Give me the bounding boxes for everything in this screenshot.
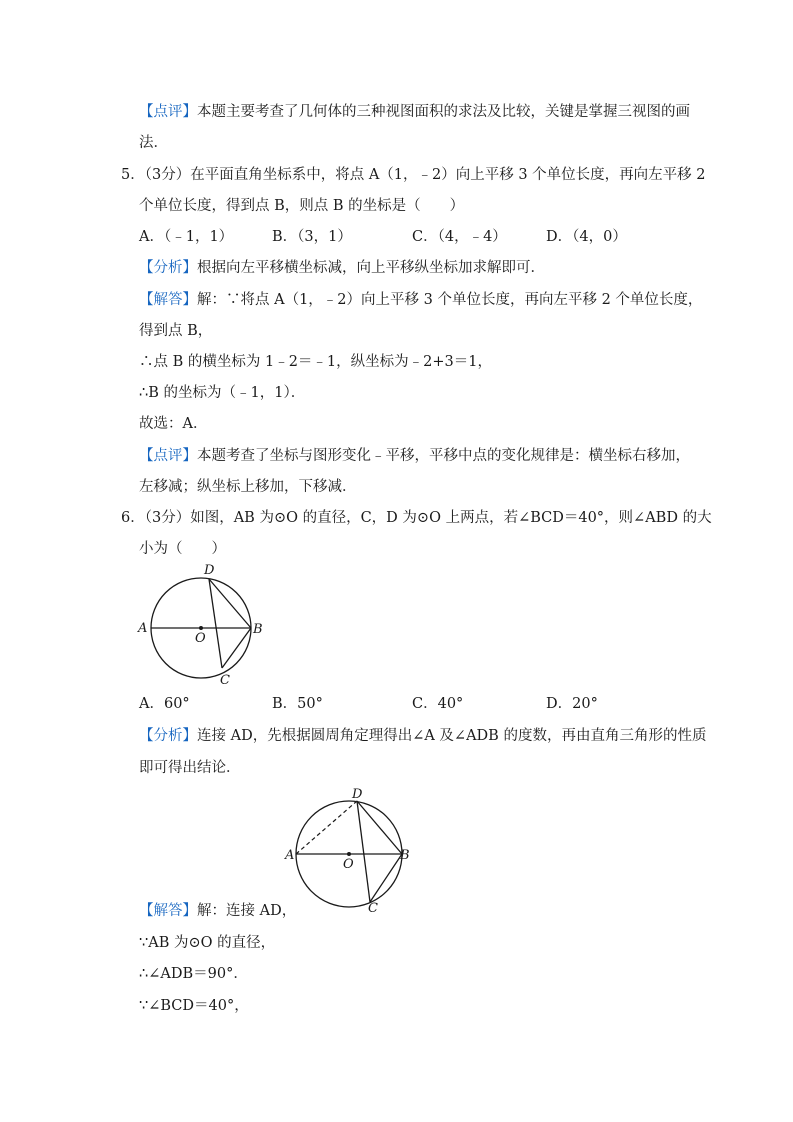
q5-analysis-text: 根据向左平移横坐标减，向上平移纵坐标加求解即可． xyxy=(197,260,545,276)
label-b: B xyxy=(400,848,410,863)
q5-option-d: D．（4，0） xyxy=(546,229,627,245)
center-dot xyxy=(347,852,351,856)
label-d: D xyxy=(352,787,363,802)
q5-comment-2: 左移减；纵坐标上移加，下移减． xyxy=(139,479,357,495)
q6-number: 6． xyxy=(121,510,145,526)
q5-analysis xyxy=(139,258,545,278)
label-o: O xyxy=(343,857,354,872)
q6-option-a: A．60° xyxy=(139,696,190,712)
q6-answer xyxy=(139,901,296,921)
q5-stem-2: 个单位长度，得到点 B，则点 B 的坐标是（ ） xyxy=(139,198,465,214)
q5-stem-1: （3分）在平面直角坐标系中，将点 A（1，﹣2）向上平移 3 个单位长度，再向左平移 2 xyxy=(144,167,706,183)
chord-dc xyxy=(357,801,370,902)
q5-answer-3: ∴点 B 的横坐标为 1﹣2＝﹣1，纵坐标为﹣2+3＝1， xyxy=(139,354,492,370)
q5-option-c: C．（4，﹣4） xyxy=(412,229,507,245)
q5-answer-2: 得到点 B， xyxy=(139,323,213,339)
q6-analysis-1: 连接 AD，先根据圆周角定理得出∠A 及∠ADB 的度数，再由直角三角形的性质 xyxy=(197,728,707,744)
q5-answer-4: ∴B 的坐标为（﹣1，1）． xyxy=(139,385,306,401)
q5-answer xyxy=(139,290,702,310)
prev-comment xyxy=(139,102,690,122)
label-a: A xyxy=(138,621,148,636)
comment-tag: 【点评】 xyxy=(139,104,197,120)
prev-comment-text-1: 本题主要考查了几何体的三种视图面积的求法及比较，关键是掌握三视图的画 xyxy=(197,104,690,120)
prev-comment-text-2: 法． xyxy=(139,135,168,151)
label-c: C xyxy=(220,673,230,688)
q6-stem-1: （3分）如图，AB 为⊙O 的直径，C，D 为⊙O 上两点，若∠BCD＝40°，则∠ABD 的大 xyxy=(144,510,712,526)
answer-tag: 【解答】 xyxy=(139,292,197,308)
q5-comment-1: 本题考查了坐标与图形变化﹣平移，平移中点的变化规律是：横坐标右移加， xyxy=(197,448,690,464)
q6-stem-2: 小为（ ） xyxy=(139,541,226,557)
q5-option-b: B．（3，1） xyxy=(272,229,352,245)
q6-option-c: C．40° xyxy=(412,696,464,712)
label-a: A xyxy=(285,848,295,863)
label-o: O xyxy=(195,631,206,646)
chord-cb xyxy=(370,854,402,902)
dashed-ad xyxy=(296,801,357,854)
center-dot xyxy=(199,626,203,630)
label-b: B xyxy=(253,622,263,637)
q5-number: 5． xyxy=(121,167,145,183)
answer-tag: 【解答】 xyxy=(139,903,197,919)
q6-answer-2: ∵AB 为⊙O 的直径， xyxy=(139,935,276,951)
q6-answer-1: 解：连接 AD， xyxy=(197,903,297,919)
analysis-tag: 【分析】 xyxy=(139,260,197,276)
label-d: D xyxy=(204,563,215,578)
q5-stem xyxy=(121,165,706,185)
q6-stem xyxy=(121,508,712,528)
label-c: C xyxy=(368,901,378,916)
q6-analysis-2: 即可得出结论． xyxy=(139,760,241,776)
q5-answer-1: 解：∵将点 A（1，﹣2）向上平移 3 个单位长度，再向左平移 2 个单位长度， xyxy=(197,292,703,308)
comment-tag: 【点评】 xyxy=(139,448,197,464)
q6-option-d: D．20° xyxy=(546,696,598,712)
q5-answer-5: 故选：A． xyxy=(139,416,208,432)
analysis-tag: 【分析】 xyxy=(139,728,197,744)
q5-comment xyxy=(139,446,690,466)
q6-answer-3: ∴∠ADB＝90°． xyxy=(139,966,248,982)
q6-analysis xyxy=(139,726,706,746)
q5-option-a: A．（﹣1，1） xyxy=(139,229,234,245)
q6-option-b: B．50° xyxy=(272,696,323,712)
q6-answer-4: ∵∠BCD＝40°， xyxy=(139,998,249,1014)
q6-figure xyxy=(130,560,270,690)
q6-solution-figure xyxy=(280,784,420,919)
